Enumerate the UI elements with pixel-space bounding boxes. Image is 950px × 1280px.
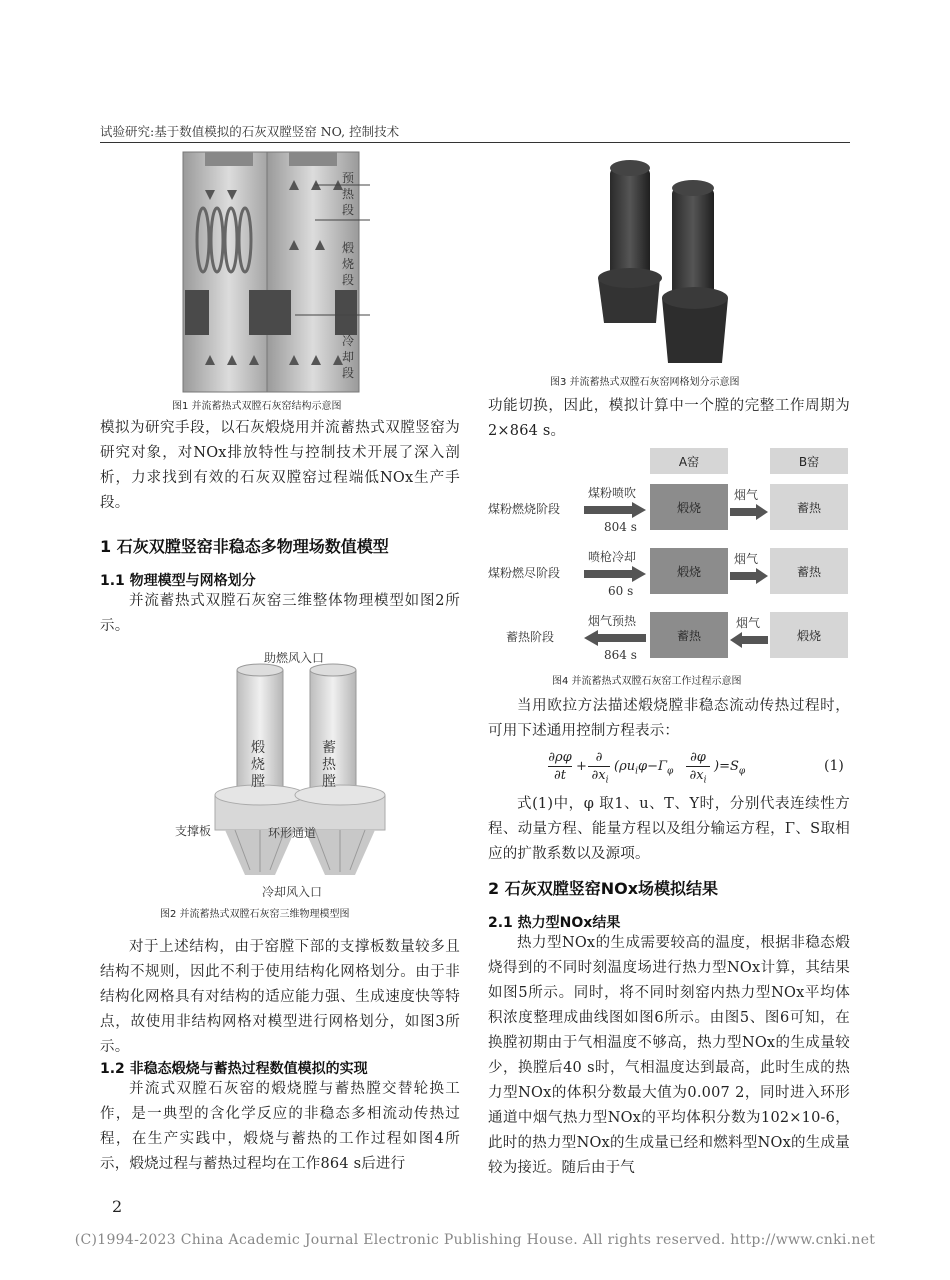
action-label: 喷枪冷却 xyxy=(588,550,637,564)
paragraph-s21: 热力型NOx的生成需要较高的温度，根据非稳态煅烧得到的不同时刻温度场进行热力型NOx计算，其结果如图5所示。同时，将不同时刻窑内热力型NOx平均体积浓度整理成曲线图如图6所示。由图5、图6可知，在换膛初期由于气相温度不够高，热力型NOx的生成量较少，换膛后40 s时，气相温度达到最高，此时生成的热力型NOx的体积分数最大值为0.007 2，同时进入环形通道中烟气热力型NOx的平均体积分数为102×10-6，此时的热力型NOx的生成量已经和燃料型NOx的生成量较为接近。随后由于气 xyxy=(488,935,850,1176)
stage-label: 煤粉燃烧阶段 xyxy=(488,502,561,516)
fig2-label-air-inlet: 助燃风入口 xyxy=(264,651,325,665)
fig2-label-cooling-inlet: 冷却风入口 xyxy=(262,885,323,899)
section-2-1-title: 2.1 热力型NOx结果 xyxy=(488,915,621,931)
paragraph-s12: 并流式双膛石灰窑的煅烧膛与蓄热膛交替轮换工作，是一典型的含化学反应的非稳态多相流动传热过程，在生产实践中，煅烧与蓄热的工作过程如图4所示，煅烧过程与蓄热过程均在工作864 s后进行 xyxy=(100,1081,460,1172)
paragraph-mesh: 对于上述结构，由于窑膛下部的支撑板数量较多且结构不规则，因此不利于使用结构化网格划分。由于非结构化网格具有对结构的适应能力强、生成速度快等特点，故使用非结构网格对模型进行网格划分，如图3所示。 xyxy=(100,939,460,1055)
box-b: 煅烧 xyxy=(770,612,848,658)
equation-number: (1) xyxy=(824,758,844,774)
section-2-title: 2 石灰双膛竖窑NOx场模拟结果 xyxy=(488,879,719,898)
box-a: 煅烧 xyxy=(650,484,728,530)
copyright-footer: (C)1994-2023 China Academic Journal Electronic Publishing House. All rights reserved. http://www.cnki.net xyxy=(74,1232,876,1248)
fig1-caption: 图1 并流蓄热式双膛石灰窑结构示意图 xyxy=(172,401,342,412)
paragraph-cycle: 功能切换，因此，模拟计算中一个膛的完整工作周期为2×864 s。 xyxy=(488,398,850,439)
fig2-label-regen-shaft: 蓄热膛 xyxy=(322,740,336,790)
action-label: 烟气预热 xyxy=(588,614,637,628)
mesh-model-image xyxy=(590,158,750,368)
box-b: 蓄热 xyxy=(770,548,848,594)
fig3-caption: 图3 并流蓄热式双膛石灰窑网格划分示意图 xyxy=(550,377,740,388)
section-1-title: 1 石灰双膛竖窑非稳态多物理场数值模型 xyxy=(100,537,389,556)
paragraph-s11: 并流蓄热式双膛石灰窑三维整体物理模型如图2所示。 xyxy=(100,593,460,634)
running-header: 试验研究:基于数值模拟的石灰双膛竖窑 NO, 控制技术 xyxy=(100,124,400,139)
arrow-left-icon xyxy=(730,632,770,648)
fig2-label-calcine-shaft: 煅烧膛 xyxy=(251,740,265,790)
box-b: 蓄热 xyxy=(770,484,848,530)
time-label: 804 s xyxy=(604,520,637,534)
action-label: 煤粉喷吹 xyxy=(588,486,637,500)
arrow-right-icon xyxy=(730,504,770,520)
header-rule xyxy=(100,142,850,143)
kiln-structure-diagram xyxy=(165,150,405,395)
fig2-caption: 图2 并流蓄热式双膛石灰窑三维物理模型图 xyxy=(160,909,350,920)
kiln-3d-model xyxy=(205,660,395,890)
fig1-label-preheat: 预热段 xyxy=(342,171,355,217)
time-label: 60 s xyxy=(608,584,634,598)
figure-2 xyxy=(205,660,395,890)
figure-3 xyxy=(590,158,750,368)
arrow-right-icon xyxy=(584,502,648,518)
fig4-caption: 图4 并流蓄热式双膛石灰窑工作过程示意图 xyxy=(552,676,742,687)
time-label: 864 s xyxy=(604,648,637,662)
fig1-label-cool: 冷却段 xyxy=(342,334,355,380)
paragraph-intro: 模拟为研究手段，以石灰煅烧用并流蓄热式双膛竖窑为研究对象，对NOx排放特性与控制技术开展了深入剖析，力求找到有效的石灰双膛窑过程端低NOx生产手段。 xyxy=(100,420,460,511)
stage-label: 煤粉燃尽阶段 xyxy=(488,566,561,580)
section-1-1-title: 1.1 物理模型与网格划分 xyxy=(100,573,256,589)
paragraph-euler: 当用欧拉方法描述煅烧膛非稳态流动传热过程时，可用下述通用控制方程表示： xyxy=(488,698,850,739)
box-a: 煅烧 xyxy=(650,548,728,594)
fig1-label-calcine: 煅烧段 xyxy=(342,241,355,287)
figure-1 xyxy=(165,150,405,395)
smoke-label: 烟气 xyxy=(736,616,761,630)
column-b-header: B窑 xyxy=(770,448,848,474)
stage-label: 蓄热阶段 xyxy=(506,630,555,644)
fig2-label-support: 支撑板 xyxy=(175,824,212,838)
column-a-header: A窑 xyxy=(650,448,728,474)
smoke-label: 烟气 xyxy=(734,552,759,566)
fig2-label-channel: 环形通道 xyxy=(268,826,317,840)
box-a: 蓄热 xyxy=(650,612,728,658)
figure-4 xyxy=(488,448,850,663)
arrow-right-icon xyxy=(584,566,648,582)
smoke-label: 烟气 xyxy=(734,488,759,502)
arrow-right-icon xyxy=(730,568,770,584)
section-1-2-title: 1.2 非稳态煅烧与蓄热过程数值模拟的实现 xyxy=(100,1061,368,1077)
paragraph-eq-description: 式(1)中，φ 取1、u、T、Y时，分别代表连续性方程、动量方程、能量方程以及组分输运方程，Γ、S取相应的扩散系数以及源项。 xyxy=(488,796,850,862)
equation-1: ∂ρφ ∂t + ∂ $\partial x_i$ ($\rho u_i\varphi-\Gamma_\varphi$ ∂φ $\partial x_i$ )$=S_\varphi$ xyxy=(548,750,746,786)
page-number: 2 xyxy=(112,1197,123,1216)
arrow-left-icon xyxy=(584,630,648,646)
